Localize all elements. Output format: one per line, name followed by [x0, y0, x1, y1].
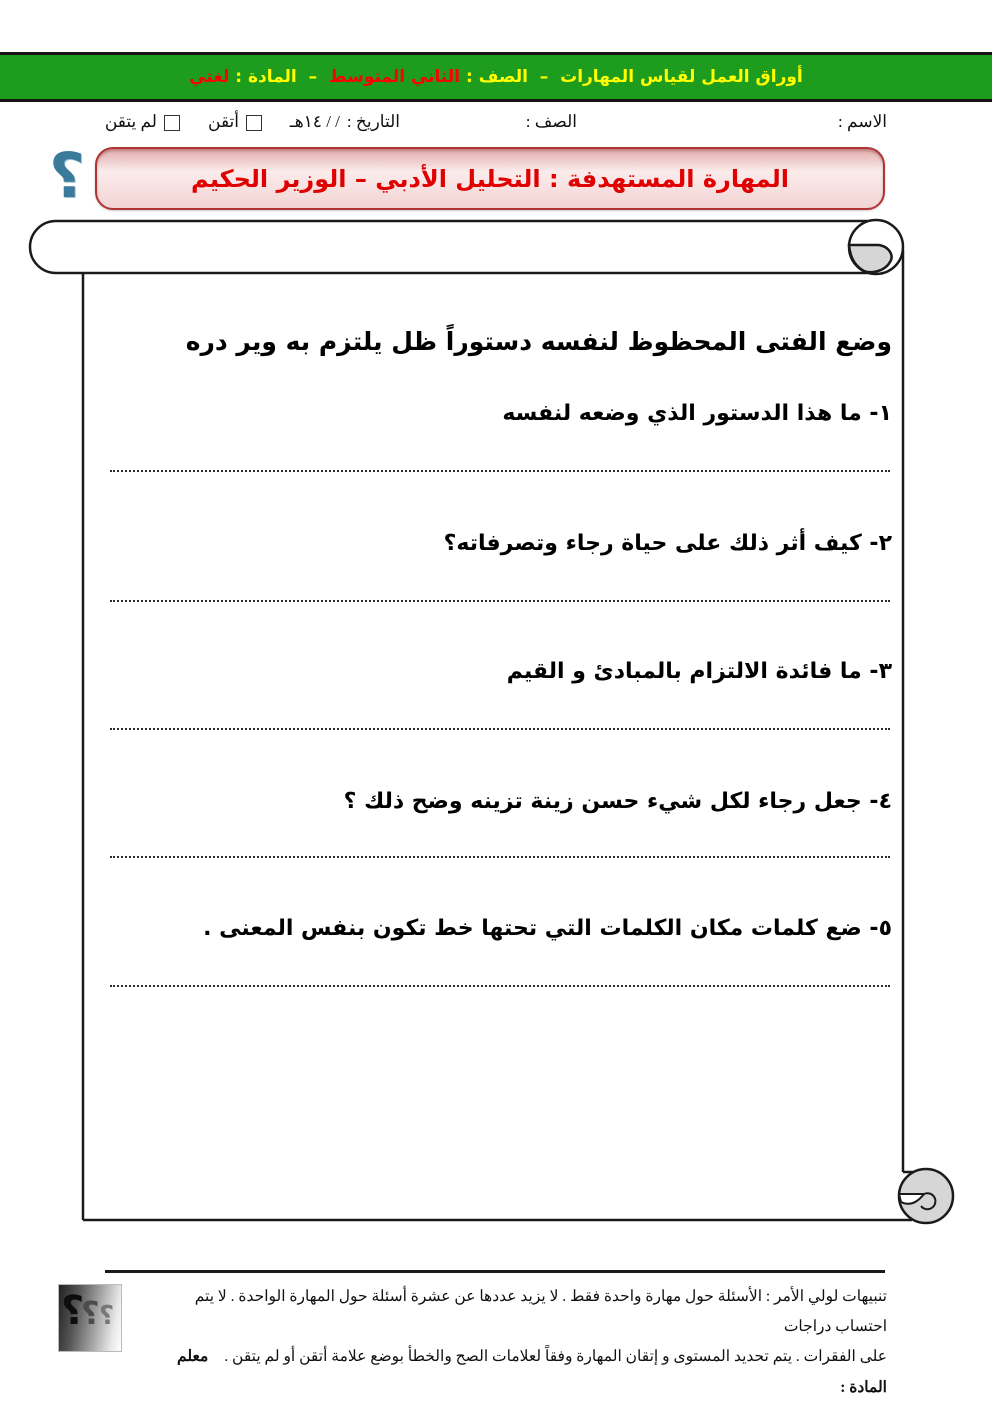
answer-line-3 — [110, 728, 890, 730]
not-mastered-label: لم يتقن — [104, 112, 157, 131]
not-mastered-field — [105, 112, 180, 132]
teacher-label: معلم المادة : — [177, 1348, 887, 1396]
banner-subject-label: – المادة : — [229, 67, 329, 87]
banner-worksheets-label: أوراق العمل لقياس المهارات – الصف : — [460, 67, 803, 87]
intro-text: وضع الفتى المحظوظ لنفسه دستوراً ظل يلتزم به وير دره — [185, 327, 892, 356]
skill-banner — [95, 147, 885, 210]
top-banner — [0, 52, 992, 102]
header-fields — [0, 112, 992, 146]
answer-line-5 — [110, 985, 890, 987]
answer-line-1 — [110, 470, 890, 472]
parent-note-line-2: على الفقرات . يتم تحديد المستوى و إتقان المهارة وفقاً لعلامات الصح والخطأ بوضع علامة أتقن أو لم يتقن .معلم المادة : — [177, 1348, 887, 1396]
question-marks-image: ؟ ؟ ؟ — [58, 1284, 122, 1352]
mastered-field — [208, 112, 262, 132]
mastered-checkbox[interactable] — [246, 115, 262, 131]
banner-subject-value: لغتي — [189, 67, 230, 87]
date-label: التاريخ : — [346, 112, 400, 131]
question-2: ٢- كيف أثر ذلك على حياة رجاء وتصرفاته؟ — [443, 531, 892, 556]
mastered-label: أتقن — [208, 112, 239, 131]
footer-divider — [105, 1270, 885, 1273]
parent-note-line-1: تنبيهات لولي الأمر : الأسئلة حول مهارة واحدة فقط . لا يزيد عددها عن عشرة أسئلة حول المهارة الواحدة . لا يتم احتساب دراجات — [194, 1288, 887, 1336]
date-field — [290, 112, 400, 132]
question-mark-icon: ؟ — [49, 139, 85, 212]
name-label: الاسم : — [838, 112, 887, 131]
question-5: ٥- ضع كلمات مكان الكلمات التي تحتها خط تكون بنفس المعنى . — [203, 916, 892, 941]
not-mastered-checkbox[interactable] — [164, 115, 180, 131]
date-value: / / ١٤هـ — [289, 112, 340, 131]
answer-line-4 — [110, 856, 890, 858]
parent-notes — [150, 1282, 887, 1403]
answer-line-2 — [110, 600, 890, 602]
skill-title: المهارة المستهدفة : التحليل الأدبي – الوزير الحكيم — [191, 164, 789, 193]
question-1: ١- ما هذا الدستور الذي وضعه لنفسه — [502, 401, 892, 426]
banner-grade-value: الثاني المتوسط — [328, 67, 461, 87]
question-4: ٤- جعل رجاء لكل شيء حسن زينة تزينه وضح ذلك ؟ — [343, 789, 892, 814]
class-field — [526, 112, 577, 132]
class-label: الصف : — [525, 112, 577, 131]
question-3: ٣- ما فائدة الالتزام بالمبادئ و القيم — [506, 659, 892, 684]
name-field — [838, 112, 887, 132]
